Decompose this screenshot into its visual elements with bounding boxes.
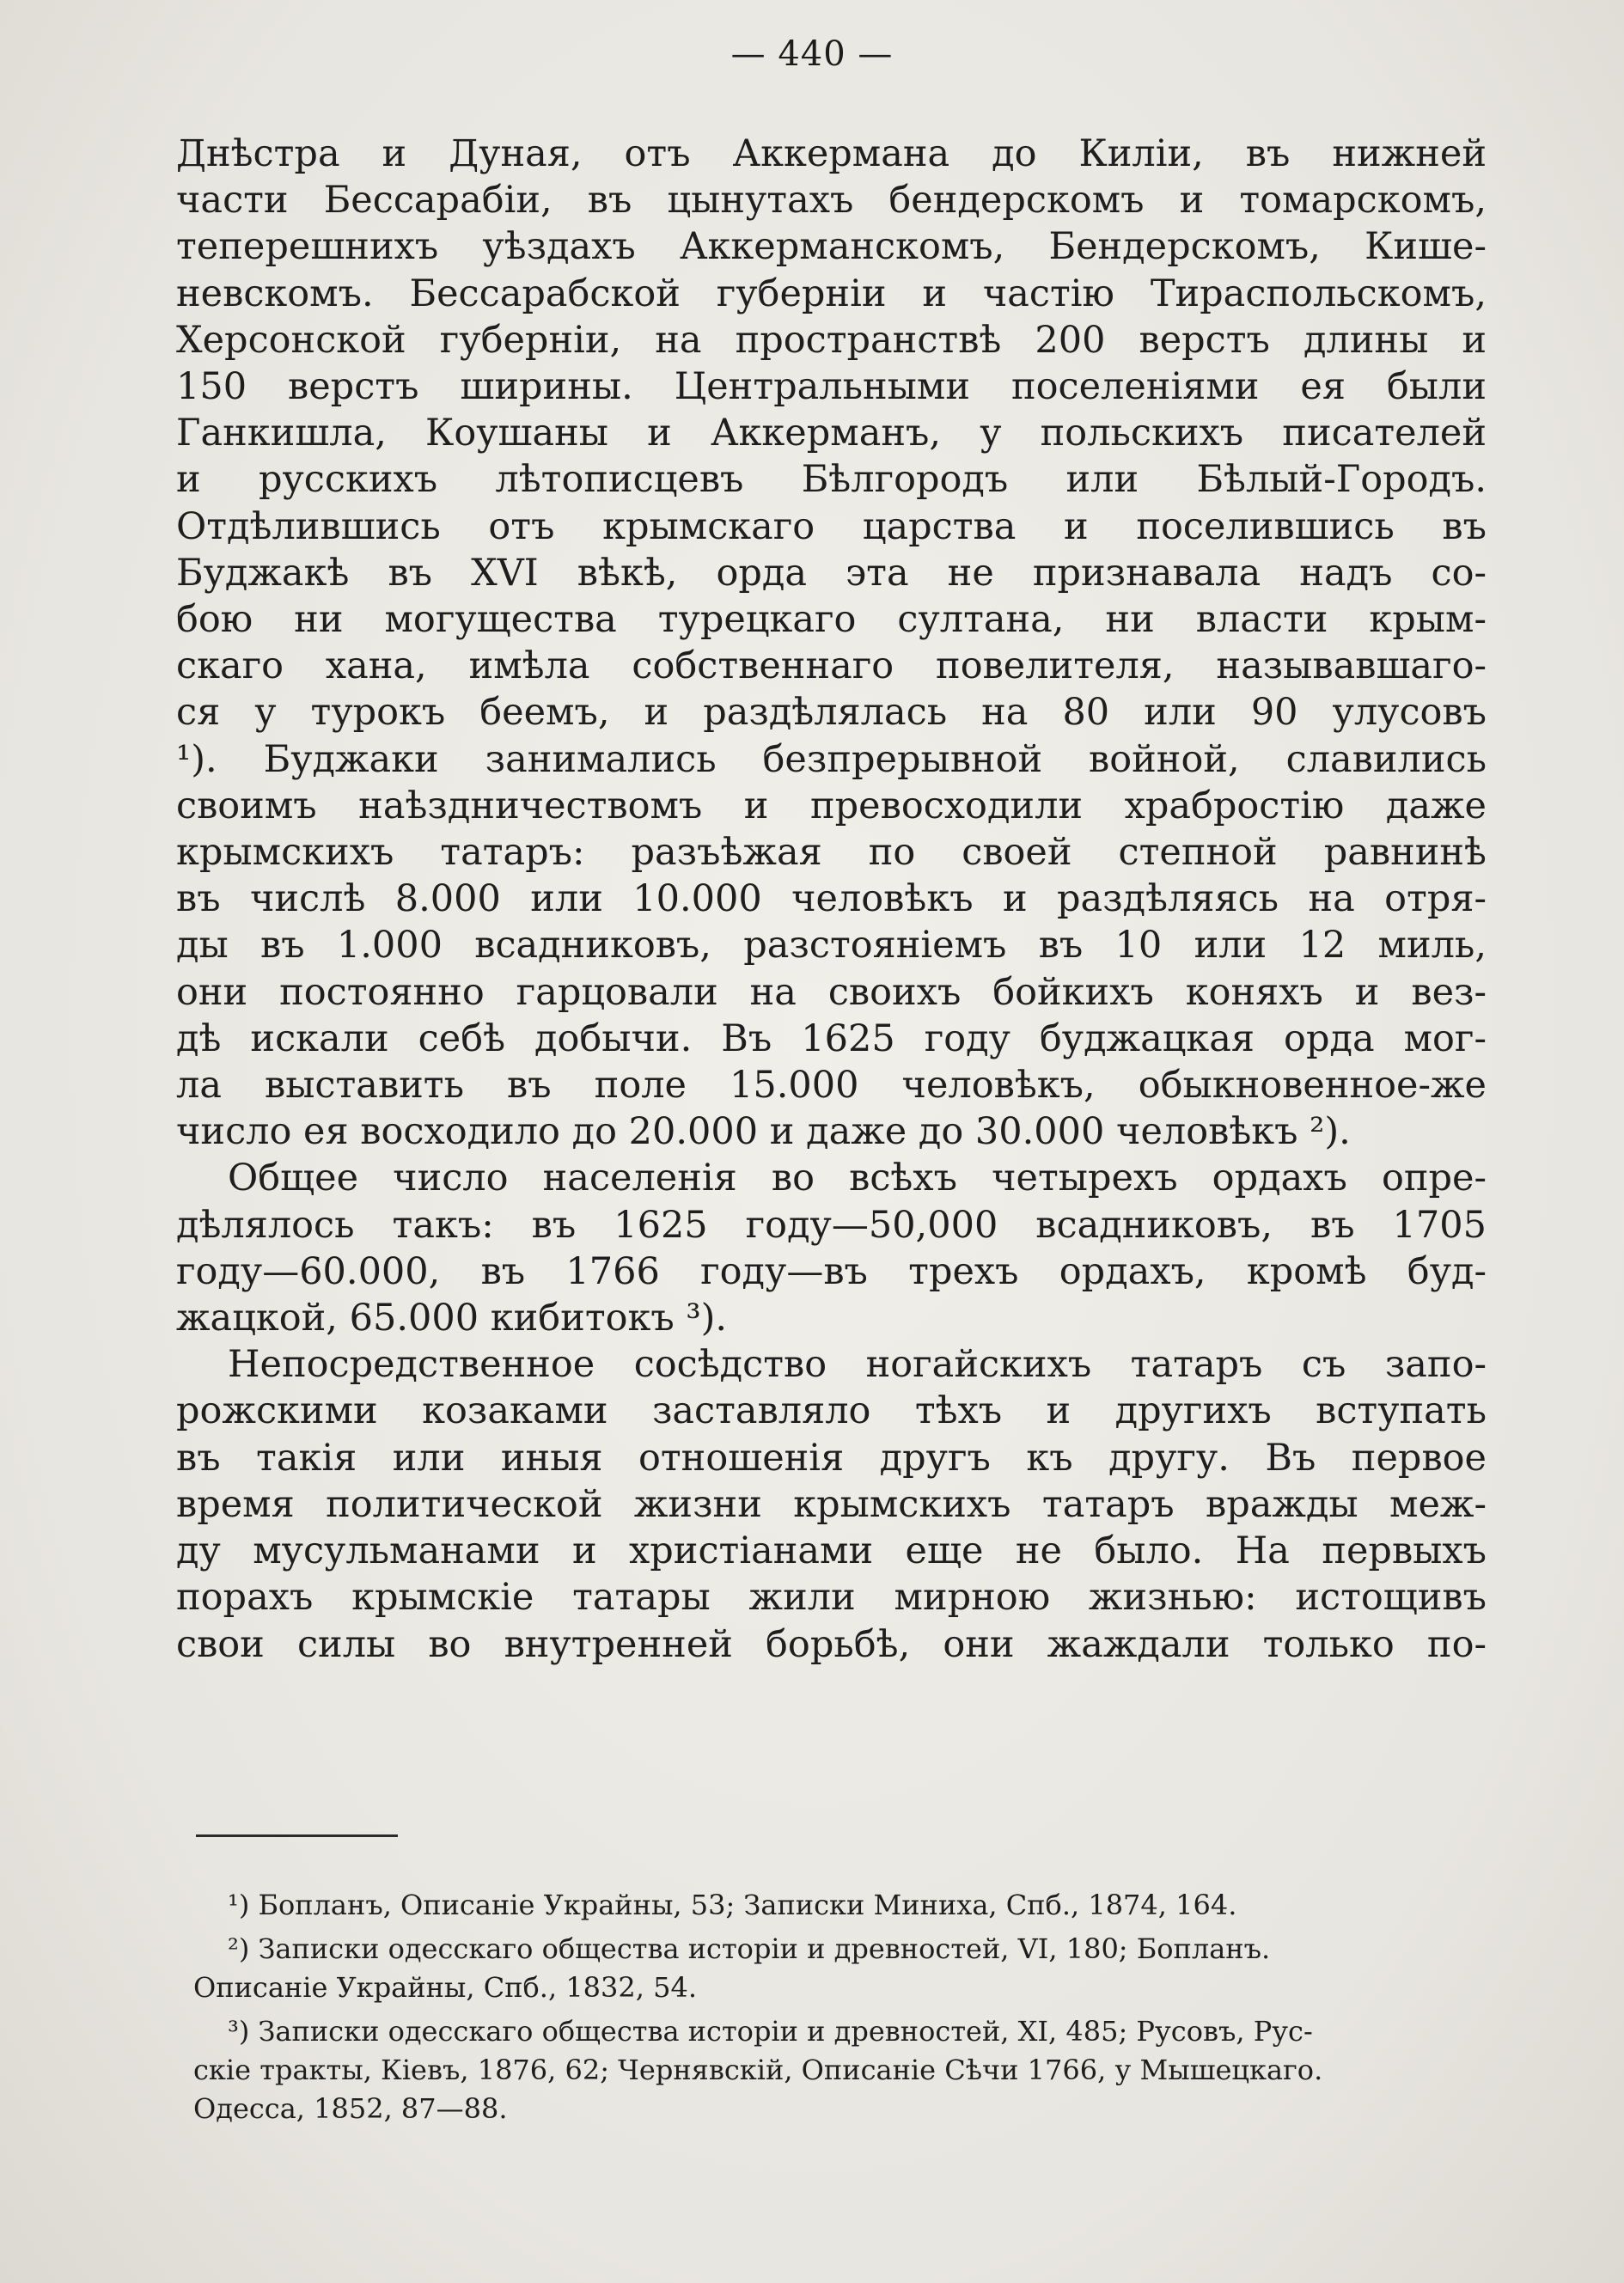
body-line: ла выставить въ поле 15.000 человѣкъ, обыкновенное-же (176, 1064, 1487, 1108)
body-line: время политической жизни крымскихъ татаръ вражды меж- (176, 1482, 1487, 1526)
body-line: Херсонской губерніи, на пространствѣ 200 верстъ длины и (176, 318, 1487, 362)
body-line: 150 верстъ ширины. Центральными поселеніями ея были (176, 365, 1487, 409)
body-line: Днѣстра и Дуная, отъ Аккермана до Киліи, въ нижней (176, 132, 1487, 175)
footnote-text: скіе тракты, Кіевъ, 1876, 62; Чернявскій, Описаніе Сѣчи 1766, у Мышецкаго. (193, 2054, 1323, 2086)
body-line: рожскими козаками заставляло тѣхъ и другихъ вступать (176, 1389, 1487, 1433)
body-line: свои силы во внутренней борьбѣ, они жаждали только по- (176, 1622, 1487, 1666)
body-line: Общее число населенія во всѣхъ четырехъ ордахъ опре- (228, 1157, 1487, 1200)
body-line: ды въ 1.000 всадниковъ, разстояніемъ въ 10 или 12 миль, (176, 924, 1487, 968)
body-line: ся у турокъ беемъ, и раздѣлялась на 80 или 90 улусовъ (176, 691, 1487, 735)
footnote-text: Записки одесскаго общества исторіи и древностей, XI, 485; Русовъ, Рус- (258, 2015, 1313, 2048)
footnote-marker: ³) (228, 2015, 250, 2048)
footnote-1 (193, 1886, 1482, 1925)
body-line: Буджакѣ въ XVI вѣкѣ, орда эта не признавала надъ со- (176, 551, 1487, 595)
body-line: крымскихъ татаръ: разъѣжая по своей степной равнинѣ (176, 831, 1487, 875)
footnote-marker: ²) (228, 1932, 250, 1965)
body-line: бою ни могущества турецкаго султана, ни власти крым- (176, 598, 1487, 642)
footnote-divider (196, 1834, 398, 1837)
body-line: части Бессарабіи, въ цынутахъ бендерскомъ и томарскомъ, (176, 179, 1487, 223)
footnote-2 (193, 1930, 1482, 2007)
body-line: году—60.000, въ 1766 году—въ трехъ ордахъ, кромѣ буд- (176, 1249, 1487, 1293)
body-line: ду мусульманами и христіанами еще не было. На первыхъ (176, 1529, 1487, 1573)
body-line: скаго хана, имѣла собственнаго повелителя, называвшаго- (176, 644, 1487, 688)
footnote-text: Записки одесскаго общества исторіи и древностей, VI, 180; Бопланъ. (258, 1932, 1271, 1965)
body-line: въ такія или иныя отношенія другъ къ другу. Въ первое (176, 1436, 1487, 1480)
footnote-text: Описаніе Украйны, Спб., 1832, 54. (193, 1971, 697, 2004)
body-line: своимъ наѣздничествомъ и превосходили храбростію даже (176, 784, 1487, 827)
body-line: ¹). Буджаки занимались безпрерывной войной, славились (176, 737, 1487, 781)
body-line: Отдѣлившись отъ крымскаго царства и поселившись въ (176, 504, 1487, 548)
body-line: и русскихъ лѣтописцевъ Бѣлгородъ или Бѣлый-Городъ. (176, 458, 1487, 502)
body-line: дѣ искали себѣ добычи. Въ 1625 году буджацкая орда мог- (176, 1016, 1487, 1060)
body-line: невскомъ. Бессарабской губерніи и частію Тираспольскомъ, (176, 272, 1487, 315)
footnote-marker: ¹) (228, 1889, 250, 1921)
body-line: въ числѣ 8.000 или 10.000 человѣкъ и раздѣляясь на отря- (176, 877, 1487, 921)
footnote-text: Бопланъ, Описаніе Украйны, 53; Записки Миниха, Спб., 1874, 164. (258, 1889, 1237, 1921)
body-line: порахъ крымскіе татары жили мирною жизнью: истощивъ (176, 1576, 1487, 1620)
footnote-3 (193, 2012, 1482, 2128)
footnote-text: Одесса, 1852, 87—88. (193, 2092, 508, 2125)
body-line: жацкой, 65.000 кибитокъ ³). (176, 1297, 728, 1340)
body-text (176, 131, 1487, 1668)
body-line: Ганкишла, Коушаны и Аккерманъ, у польскихъ писателей (176, 412, 1487, 455)
body-line: число ея восходило до 20.000 и даже до 30.000 человѣкъ ²). (176, 1110, 1351, 1154)
footnotes (193, 1886, 1482, 2133)
body-line: теперешнихъ уѣздахъ Аккерманскомъ, Бендерскомъ, Кишe- (176, 225, 1487, 269)
body-line: они постоянно гарцовали на своихъ бойкихъ коняхъ и вез- (176, 970, 1487, 1014)
page-number: — 440 — (730, 34, 894, 74)
body-line: дѣлялось такъ: въ 1625 году—50,000 всадниковъ, въ 1705 (176, 1203, 1487, 1247)
body-line: Непосредственное сосѣдство ногайскихъ татаръ съ запо- (228, 1343, 1487, 1387)
